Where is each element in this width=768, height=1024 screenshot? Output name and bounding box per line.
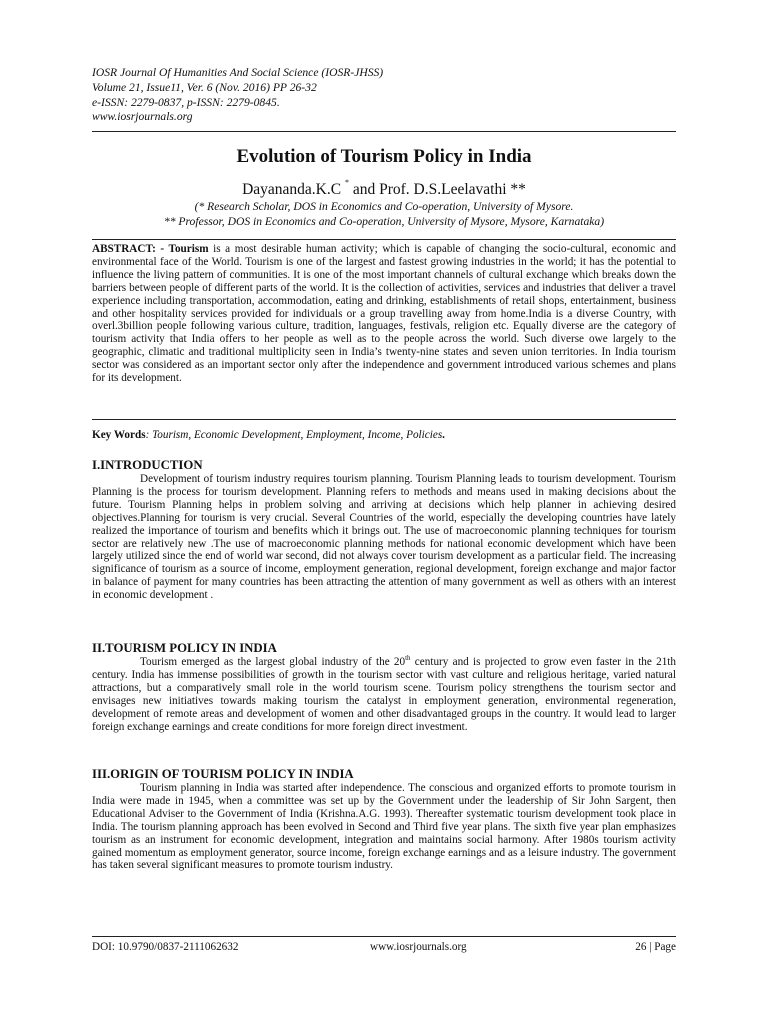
policy-ordinal-suffix: th bbox=[405, 654, 411, 662]
keywords bbox=[92, 428, 676, 442]
affiliation-1: (* Research Scholar, DOS in Economics and Co-operation, University of Mysore. bbox=[194, 200, 574, 213]
journal-website: www.iosrjournals.org bbox=[92, 110, 193, 124]
header-divider bbox=[92, 131, 676, 132]
abstract bbox=[92, 243, 676, 385]
footer-page-number: 26 | Page bbox=[635, 941, 676, 953]
author-line bbox=[92, 180, 676, 200]
footer-doi: DOI: 10.9790/0837-2111062632 bbox=[92, 941, 239, 953]
abstract-label: ABSTRACT: - bbox=[92, 243, 169, 255]
abstract-bottom-divider bbox=[92, 419, 676, 420]
author-connector: and bbox=[348, 181, 380, 198]
section-heading-introduction: I.INTRODUCTION bbox=[92, 458, 203, 472]
abstract-lead-word: Tourism bbox=[168, 243, 209, 255]
keywords-end: . bbox=[442, 429, 445, 441]
journal-name: IOSR Journal Of Humanities And Social Science (IOSR-JHSS) bbox=[92, 66, 384, 79]
footer-divider bbox=[92, 936, 676, 937]
section-body-origin: Tourism planning in India was started after independence. The conscious and organized efforts to promote tourism in India were made in 1945, when a committee was set up by the Government under the leadership of Sir John Sargent, then Educational Adviser to the Government of India (Krishna.A.G. 1993). Thereafter systematic tourism development took place in India. The tourism planning approach has been evolved in Second and Third five year plans. The sixth five year plan emphasizes tourism as an instrument for economic development, integration and maintains social harmony. After 1980s tourism activity gained momentum as employment generator, source income, foreign exchange earnings and as a leisure industry. The government has taken several significant measures to promote tourism industry. bbox=[92, 782, 676, 872]
author-2: Prof. D.S.Leelavathi ** bbox=[379, 181, 526, 198]
author-1-mark: * bbox=[344, 178, 349, 187]
section-body-introduction: Development of tourism industry requires tourism planning. Tourism Planning leads to tourism development. Tourism Planning is the process for tourism development. Planning refers to methods and means used in making decisions about the future. Tourism Planning helps in problem solving and arriving at decisions which help planner in achieving desired objectives.Planning for tourism is very crucial. Several Countries of the world, especially the developing countries have lately realized the importance of tourism and benefits which it brings out. The use of macroeconomic planning techniques for tourism sector are relatively new .The use of macroeconomic planning methods for national economic development which have been largely utilized since the end of world war second, did not always cover tourism development as a particular field. The increasing significance of tourism as a source of income, employment generation, regional development, foreign exchange and major factor in balance of payment for many countries has been attracting the attention of many government as well as others with an interest in economic development . bbox=[92, 473, 676, 602]
abstract-top-divider bbox=[92, 239, 676, 240]
section-heading-origin: III.ORIGIN OF TOURISM POLICY IN INDIA bbox=[92, 767, 354, 781]
author-1: Dayananda.K.C bbox=[242, 181, 342, 198]
section-body-tourism-policy bbox=[92, 656, 676, 733]
journal-volume: Volume 21, Issue11, Ver. 6 (Nov. 2016) PP 26-32 bbox=[92, 80, 317, 94]
policy-text-before: Tourism emerged as the largest global industry of the 20 bbox=[140, 656, 406, 668]
keywords-label: Key Words bbox=[92, 429, 146, 441]
policy-text-after: century and is projected to grow even faster in the 21th century. India has immense possibilities of growth in the tourism sector with vast culture and religious heritage, varied natural attractions, but a comparatively small role in the world tourism scene. Tourism policy strengthens the tourism sector and envisages new initiatives towards making tourism the catalyst in employment generation, environmental regeneration, development of remote areas and development of women and other disadvantaged groups in the country. It would lead to larger foreign exchange earnings and create conditions for more foreign direct investment. bbox=[92, 656, 677, 733]
affiliations bbox=[92, 199, 676, 229]
affiliation-2: ** Professor, DOS in Economics and Co-operation, University of Mysore, Mysore, Karnataka) bbox=[163, 215, 605, 228]
journal-issn: e-ISSN: 2279-0837, p-ISSN: 2279-0845. bbox=[92, 95, 280, 109]
section-heading-tourism-policy: II.TOURISM POLICY IN INDIA bbox=[92, 641, 277, 655]
journal-header bbox=[92, 66, 692, 125]
abstract-text: is a most desirable human activity; which is capable of changing the socio-cultural, economic and environmental face of the World. Tourism is one of the largest and fastest growing industries in the world; it has the potential to influence the living pattern of communities. It is one of the most important channels of cultural exchange which breaks down the barriers between people of different parts of the world. It is the collection of activities, services and industries that deliver a travel experience including transportation, accommodation, eating and drinking, establishments of retail shops, entertainment, business and other hospitality services provided for individuals or a group travelling away from home.India is a diverse Country, with overl.3billion people following various culture, tradition, languages, festivals, religion etc. Equally diverse are the category of tourism activity that India offers to her people as well as to the people across the world. Such diverse owe largely to the geographic, climatic and traditional multiplicity seen in India’s twenty-nine states and seven union territories. In India tourism sector was considered as an important sector only after the independence and government introduced various schemes and plans for its development. bbox=[92, 243, 677, 385]
keywords-values: : Tourism, Economic Development, Employment, Income, Policies bbox=[145, 429, 443, 441]
footer-website: www.iosrjournals.org bbox=[370, 941, 467, 953]
paper-title: Evolution of Tourism Policy in India bbox=[236, 146, 532, 167]
